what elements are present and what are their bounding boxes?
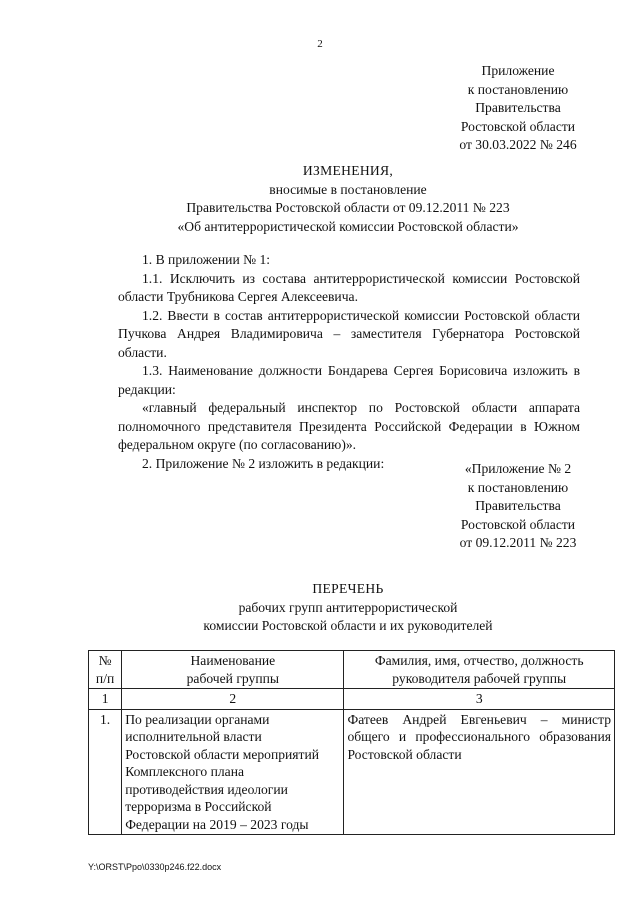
appendix-line: Ростовской области [460,118,576,134]
index-cell: 1 [89,689,122,710]
paragraph: 1.3. Наименование должности Бондарева Сергея Борисовича изложить в редакции: [118,363,580,397]
header-cell-number [89,651,122,689]
title-line: вносимые в постановление [269,181,427,197]
row-group-name [122,709,344,835]
header-cell-head [344,651,615,689]
working-groups-table [88,650,615,835]
header-line: Наименование [190,653,276,668]
group-line: Федерации на 2019 – 2023 годы [125,816,309,832]
group-line: терроризма в Российской [125,799,272,814]
title-line: ИЗМЕНЕНИЯ, [302,163,394,178]
title-line: Правительства Ростовской области от 09.12.2011 № 223 [186,200,510,215]
paragraph: 1.1. Исключить из состава антитеррористической комиссии Ростовской области Трубникова Сергея Алексеевича. [118,270,580,304]
appendix-line: Правительства [475,100,561,115]
paragraph: 2. Приложение № 2 изложить в редакции: [142,455,385,471]
header-line: № [98,653,112,668]
paragraph: 1.2. Ввести в состав антитеррористической комиссии Ростовской области Пучкова Андрея Владимировича – заместителя Губернатора Ростовской области. [118,307,580,360]
group-line: исполнительной власти [125,729,262,744]
appendix-header-inner [418,460,618,553]
title-line: рабочих групп антитеррористической [238,599,458,615]
header-line: руководителя рабочей группы [392,670,567,686]
changes-title [98,162,598,236]
header-line: рабочей группы [186,670,280,686]
document-body [118,251,580,473]
table-index-row [89,689,615,710]
appendix-line: к постановлению [467,81,569,97]
list-title [98,580,598,636]
group-line: По реализации органами [125,711,270,727]
row-group-head: Фатеев Андрей Евгеньевич – министр общего и профессионального образования Ростовской области [344,709,615,835]
header-line: п/п [95,670,115,686]
header-cell-group [122,651,344,689]
appendix-line: от 30.03.2022 № 246 [459,137,577,152]
appendix-line: Ростовской области [460,516,576,532]
group-line: Ростовской области мероприятий [125,746,320,762]
table-row [89,709,615,835]
group-line: противодействия идеологии [125,781,288,797]
index-cell: 2 [122,689,344,710]
page-number: 2 [317,38,323,50]
title-line: ПЕРЕЧЕНЬ [312,581,384,596]
index-cell: 3 [344,689,615,710]
table-header-row [89,651,615,689]
title-line: «Об антитеррористической комиссии Ростовской области» [177,218,519,234]
appendix-line: от 09.12.2011 № 223 [459,535,577,550]
row-number: 1. [89,709,122,835]
header-line: Фамилия, имя, отчество, должность [374,653,584,668]
appendix-line: Приложение [481,63,555,78]
appendix-header-top [418,62,618,155]
paragraph: 1. В приложении № 1: [142,252,271,267]
appendix-line: к постановлению [467,479,569,495]
appendix-line: «Приложение № 2 [464,461,572,476]
title-line: комиссии Ростовской области и их руководителей [203,618,493,633]
appendix-line: Правительства [475,498,561,513]
group-line: Комплексного плана [125,764,245,779]
file-path-footer: Y:\ORST\Ppo\0330p246.f22.docx [88,862,222,872]
paragraph: «главный федеральный инспектор по Ростовской области аппарата полномочного представителя Президента Российской Федерации в Южном федеральном округе (по согласованию)». [118,400,580,452]
